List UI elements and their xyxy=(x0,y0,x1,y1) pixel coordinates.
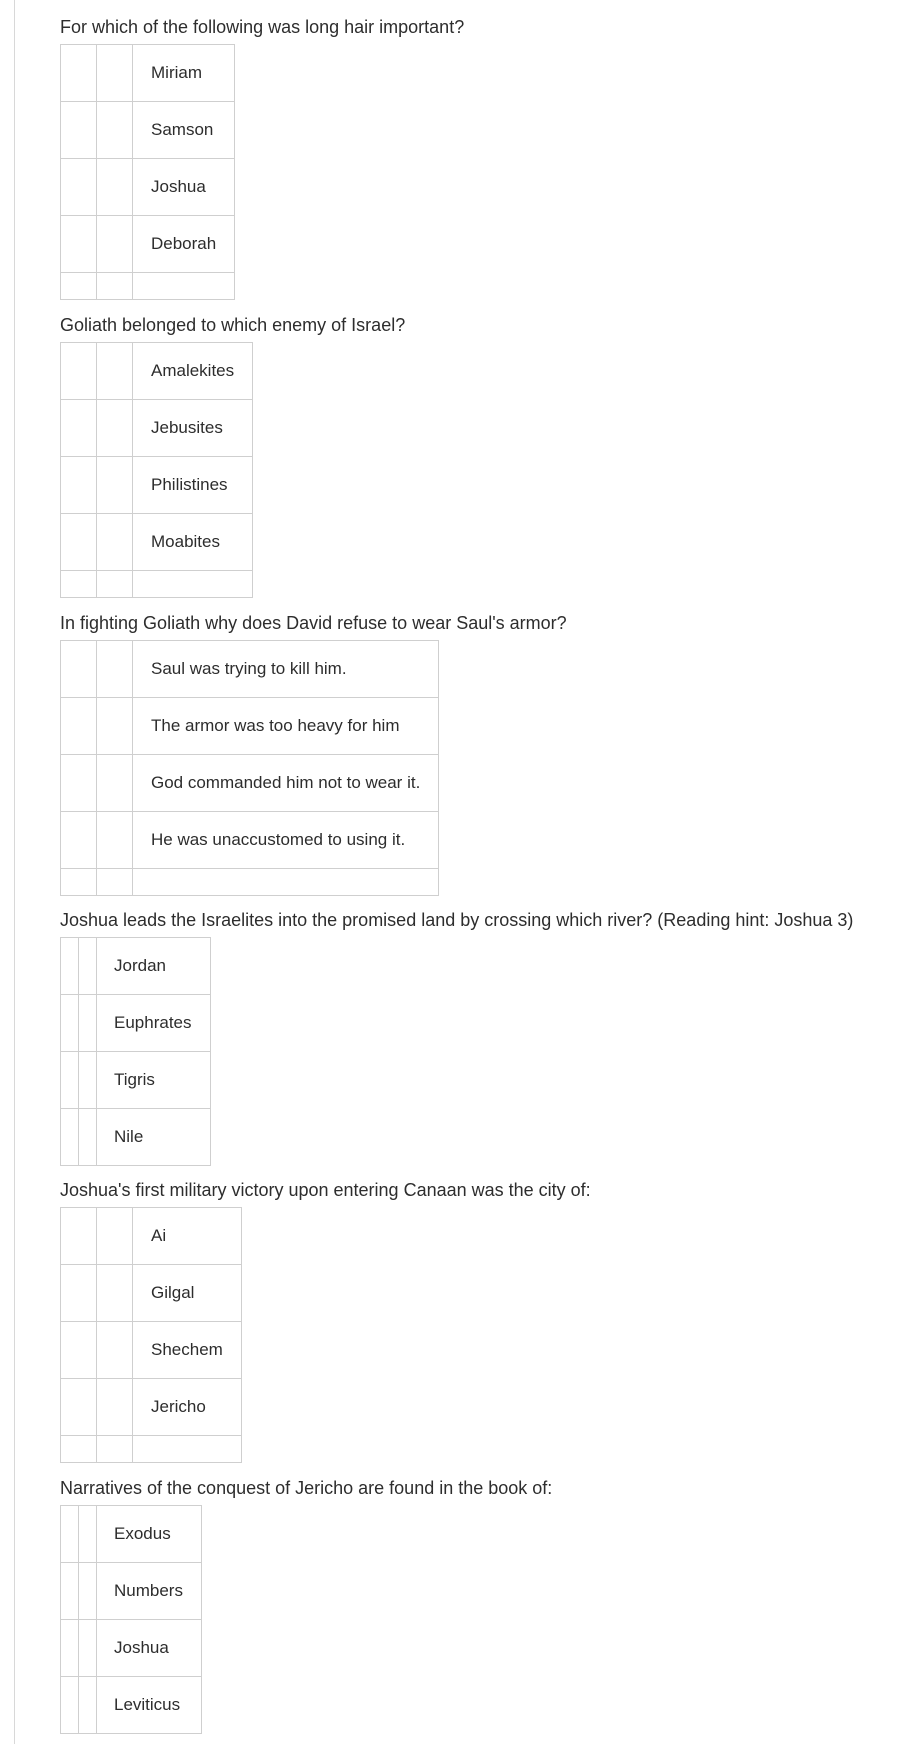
answer-radio-cell[interactable] xyxy=(61,1208,97,1265)
answer-radio-cell[interactable] xyxy=(61,1265,97,1322)
answer-radio-cell[interactable] xyxy=(61,1506,79,1563)
answer-mark-cell xyxy=(79,1109,97,1166)
question-text: Joshua's first military victory upon entering Canaan was the city of: xyxy=(60,1180,591,1200)
answer-mark-cell xyxy=(97,1322,133,1379)
answer-mark-cell xyxy=(97,1208,133,1265)
answer-radio-cell[interactable] xyxy=(61,1109,79,1166)
option-row[interactable] xyxy=(61,343,253,400)
options-table xyxy=(60,1505,202,1734)
option-row[interactable] xyxy=(61,400,253,457)
question-text: For which of the following was long hair important? xyxy=(60,17,465,37)
answer-radio-cell[interactable] xyxy=(61,938,79,995)
answer-radio-cell[interactable] xyxy=(61,1677,79,1734)
option-row[interactable] xyxy=(61,995,211,1052)
option-label: Leviticus xyxy=(97,1677,202,1734)
spacer-row xyxy=(61,273,235,300)
option-label: Joshua xyxy=(97,1620,202,1677)
option-row[interactable] xyxy=(61,698,439,755)
question-text: Joshua leads the Israelites into the promised land by crossing which river? (Reading hint: Joshua 3) xyxy=(60,910,854,930)
answer-radio-cell[interactable] xyxy=(61,812,97,869)
option-row[interactable] xyxy=(61,1208,242,1265)
answer-mark-cell xyxy=(97,216,133,273)
answer-mark-cell xyxy=(79,1620,97,1677)
option-row[interactable] xyxy=(61,938,211,995)
option-label: Joshua xyxy=(133,159,235,216)
option-label: Exodus xyxy=(97,1506,202,1563)
option-row[interactable] xyxy=(61,514,253,571)
option-label: Tigris xyxy=(97,1052,211,1109)
options-table xyxy=(60,640,439,896)
option-label: Jordan xyxy=(97,938,211,995)
option-row[interactable] xyxy=(61,1322,242,1379)
question-text: Goliath belonged to which enemy of Israel? xyxy=(60,315,406,335)
spacer-row xyxy=(61,571,253,598)
option-row[interactable] xyxy=(61,1265,242,1322)
question-3 xyxy=(60,612,567,896)
options-table xyxy=(60,342,253,598)
answer-mark-cell xyxy=(79,1677,97,1734)
answer-mark-cell xyxy=(79,995,97,1052)
answer-radio-cell[interactable] xyxy=(61,159,97,216)
question-6 xyxy=(60,1477,552,1734)
option-row[interactable] xyxy=(61,1506,202,1563)
option-label: Ai xyxy=(133,1208,242,1265)
option-label: Jebusites xyxy=(133,400,253,457)
answer-mark-cell xyxy=(97,159,133,216)
answer-mark-cell xyxy=(97,755,133,812)
option-row[interactable] xyxy=(61,641,439,698)
answer-radio-cell[interactable] xyxy=(61,102,97,159)
answer-mark-cell xyxy=(97,514,133,571)
answer-mark-cell xyxy=(97,457,133,514)
option-row[interactable] xyxy=(61,45,235,102)
answer-mark-cell xyxy=(79,938,97,995)
answer-mark-cell xyxy=(97,45,133,102)
option-row[interactable] xyxy=(61,1620,202,1677)
option-label: Gilgal xyxy=(133,1265,242,1322)
answer-radio-cell[interactable] xyxy=(61,1563,79,1620)
option-label: Deborah xyxy=(133,216,235,273)
option-row[interactable] xyxy=(61,102,235,159)
answer-radio-cell[interactable] xyxy=(61,1052,79,1109)
option-label: Shechem xyxy=(133,1322,242,1379)
answer-mark-cell xyxy=(97,400,133,457)
option-label: Saul was trying to kill him. xyxy=(133,641,439,698)
question-4 xyxy=(60,909,853,1166)
answer-mark-cell xyxy=(79,1506,97,1563)
spacer-row xyxy=(61,1436,242,1463)
left-border-line xyxy=(14,0,15,1744)
answer-radio-cell[interactable] xyxy=(61,755,97,812)
option-row[interactable] xyxy=(61,457,253,514)
answer-radio-cell[interactable] xyxy=(61,216,97,273)
option-row[interactable] xyxy=(61,1677,202,1734)
answer-mark-cell xyxy=(79,1563,97,1620)
option-label: The armor was too heavy for him xyxy=(133,698,439,755)
answer-mark-cell xyxy=(97,102,133,159)
option-label: Numbers xyxy=(97,1563,202,1620)
answer-radio-cell[interactable] xyxy=(61,45,97,102)
option-label: Samson xyxy=(133,102,235,159)
answer-radio-cell[interactable] xyxy=(61,1379,97,1436)
option-label: He was unaccustomed to using it. xyxy=(133,812,439,869)
answer-radio-cell[interactable] xyxy=(61,995,79,1052)
answer-mark-cell xyxy=(97,1265,133,1322)
options-table xyxy=(60,937,211,1166)
question-5 xyxy=(60,1179,591,1463)
option-label: Moabites xyxy=(133,514,253,571)
answer-radio-cell[interactable] xyxy=(61,698,97,755)
answer-mark-cell xyxy=(97,1379,133,1436)
answer-mark-cell xyxy=(79,1052,97,1109)
option-row[interactable] xyxy=(61,755,439,812)
answer-mark-cell xyxy=(97,812,133,869)
option-row[interactable] xyxy=(61,1563,202,1620)
option-row[interactable] xyxy=(61,1379,242,1436)
option-row[interactable] xyxy=(61,1052,211,1109)
answer-mark-cell xyxy=(97,641,133,698)
answer-radio-cell[interactable] xyxy=(61,1322,97,1379)
option-row[interactable] xyxy=(61,1109,211,1166)
answer-radio-cell[interactable] xyxy=(61,514,97,571)
options-table xyxy=(60,44,235,300)
option-row[interactable] xyxy=(61,216,235,273)
option-label: Jericho xyxy=(133,1379,242,1436)
option-label: Miriam xyxy=(133,45,235,102)
question-text: In fighting Goliath why does David refuse to wear Saul's armor? xyxy=(60,613,567,633)
spacer-row xyxy=(61,869,439,896)
answer-mark-cell xyxy=(97,698,133,755)
question-text: Narratives of the conquest of Jericho are found in the book of: xyxy=(60,1478,553,1498)
option-row[interactable] xyxy=(61,812,439,869)
answer-mark-cell xyxy=(97,343,133,400)
option-label: Philistines xyxy=(133,457,253,514)
answer-radio-cell[interactable] xyxy=(61,400,97,457)
option-label: God commanded him not to wear it. xyxy=(133,755,439,812)
option-row[interactable] xyxy=(61,159,235,216)
options-table xyxy=(60,1207,242,1463)
answer-radio-cell[interactable] xyxy=(61,457,97,514)
answer-radio-cell[interactable] xyxy=(61,1620,79,1677)
option-label: Nile xyxy=(97,1109,211,1166)
answer-radio-cell[interactable] xyxy=(61,343,97,400)
option-label: Euphrates xyxy=(97,995,211,1052)
question-1 xyxy=(60,16,464,300)
question-2 xyxy=(60,314,405,598)
option-label: Amalekites xyxy=(133,343,253,400)
answer-radio-cell[interactable] xyxy=(61,641,97,698)
